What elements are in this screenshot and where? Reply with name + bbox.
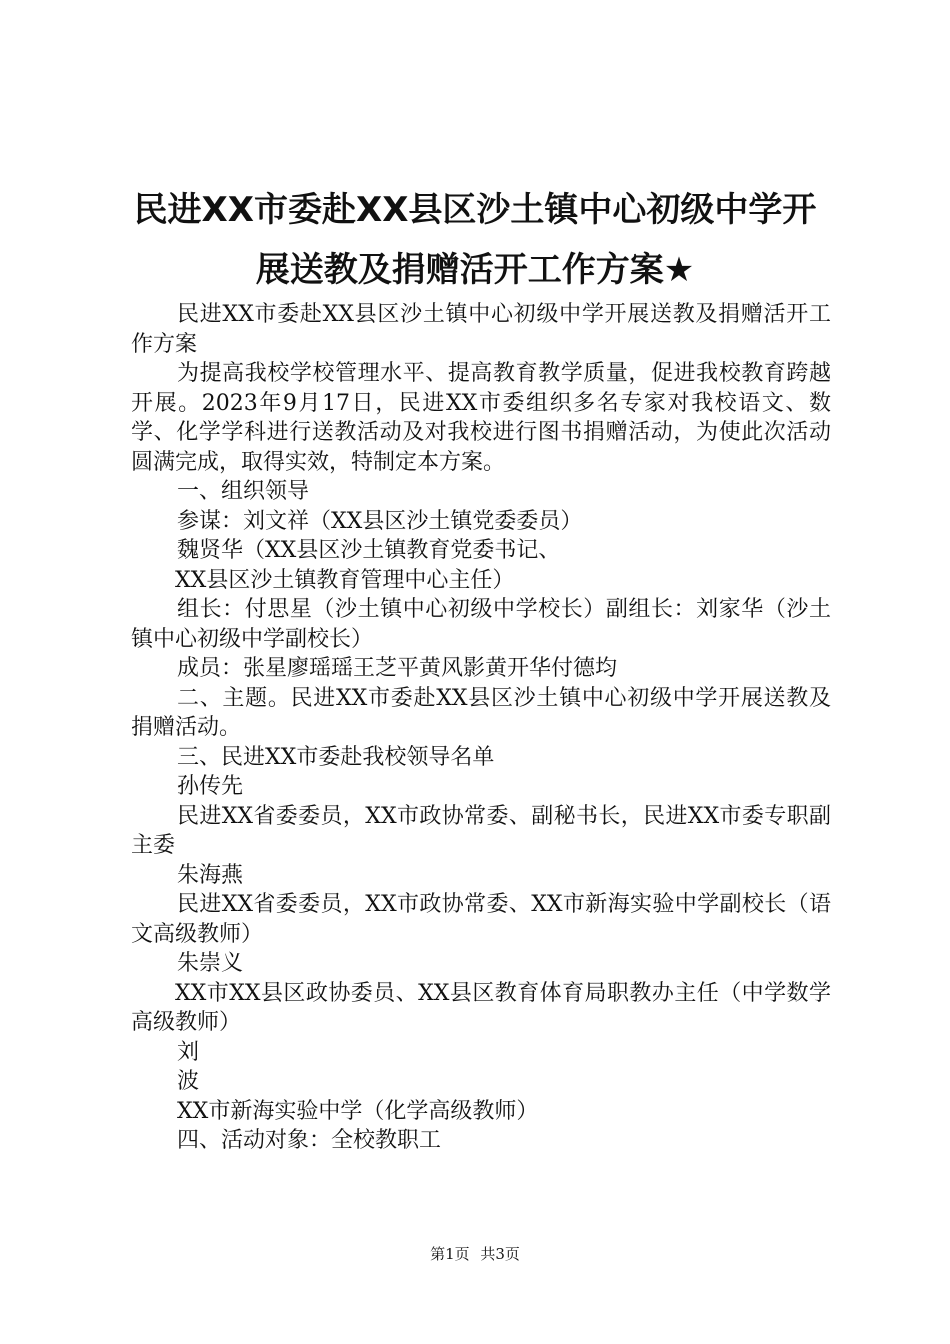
document-body bbox=[131, 300, 831, 1156]
page-number: 第1页 bbox=[430, 1245, 470, 1263]
page-footer bbox=[0, 1244, 950, 1264]
visitor-name-4-part-2: 波 bbox=[177, 1069, 200, 1094]
section-heading-theme: 二、主题。民进XX市委赴XX县区沙土镇中心初级中学开展送教及捐赠活动。 bbox=[131, 685, 831, 740]
document-title-line-2: 展送教及捐赠活开工作方案★ bbox=[255, 250, 695, 290]
visitor-title-1: 民进XX省委委员，XX市政协常委、副秘书长，民进XX市委专职副主委 bbox=[131, 803, 831, 858]
visitor-name-4-part-1: 刘 bbox=[177, 1039, 200, 1065]
paragraph-advisor-2: 魏贤华（XX县区沙土镇教育党委书记、 bbox=[177, 538, 561, 563]
section-heading-organization: 一、组织领导 bbox=[177, 479, 310, 504]
paragraph-advisor: 参谋：刘文祥（XX县区沙土镇党委委员） bbox=[177, 508, 583, 534]
visitor-title-3: XX市XX县区政协委员、XX县区教育体育局职教办主任（中学数学高级教师） bbox=[131, 980, 831, 1035]
paragraph-advisor-2-role: XX县区沙土镇教育管理中心主任） bbox=[175, 567, 515, 593]
paragraph-intro-title: 民进XX市委赴XX县区沙土镇中心初级中学开展送教及捐赠活开工作方案 bbox=[131, 302, 831, 357]
page-total: 共3页 bbox=[480, 1245, 520, 1263]
paragraph-members: 成员：张星廖瑶瑶王芝平黄风影黄开华付德均 bbox=[177, 656, 618, 681]
section-heading-audience: 四、活动对象：全校教职工 bbox=[177, 1128, 442, 1153]
visitor-title-2: 民进XX省委委员，XX市政协常委、XX市新海实验中学副校长（语文高级教师） bbox=[131, 892, 831, 947]
paragraph-purpose: 为提高我校学校管理水平、提高教育教学质量，促进我校教育跨越开展。2023年9月17日，民进XX市委组织多名专家对我校语文、数学、化学学科进行送教活动及对我校进行图书捐赠活动，为使此次活动圆满完成，取得实效，特制定本方案。 bbox=[131, 361, 831, 475]
document-title-line-1: 民进XX市委赴XX县区沙土镇中心初级中学开 bbox=[133, 190, 817, 230]
section-heading-visitors: 三、民进XX市委赴我校领导名单 bbox=[177, 744, 495, 770]
visitor-name-2: 朱海燕 bbox=[177, 862, 244, 888]
visitor-name-1: 孙传先 bbox=[177, 774, 244, 799]
visitor-title-4: XX市新海实验中学（化学高级教师） bbox=[177, 1098, 539, 1124]
visitor-name-3: 朱崇义 bbox=[177, 951, 244, 976]
paragraph-leaders: 组长：付思星（沙土镇中心初级中学校长）副组长：刘家华（沙土镇中心初级中学副校长） bbox=[131, 597, 831, 652]
